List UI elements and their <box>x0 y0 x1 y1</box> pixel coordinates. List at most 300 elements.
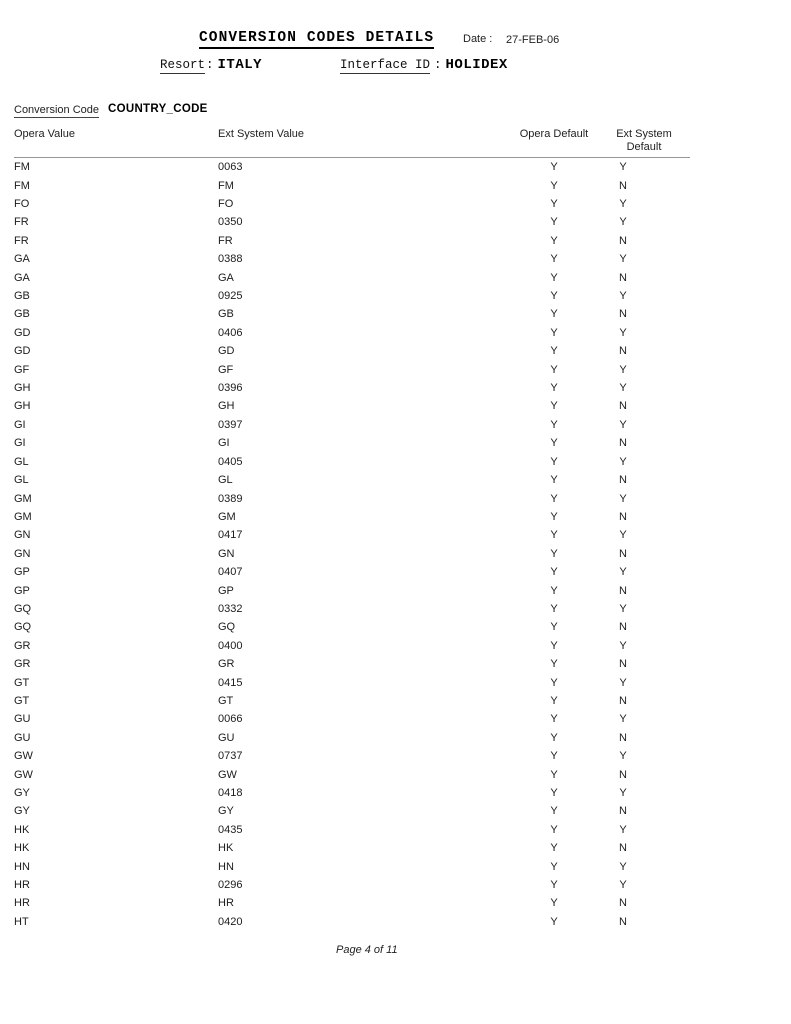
opera-default-cell <box>510 419 598 431</box>
ext-system-value-cell <box>218 198 510 210</box>
ext-system-value-cell-text: 0350 <box>218 216 243 229</box>
ext-system-default-cell <box>598 493 690 505</box>
conversion-code-value: COUNTRY_CODE <box>108 103 208 115</box>
opera-default-cell-text: Y <box>550 658 558 671</box>
opera-default-cell-text: Y <box>550 566 558 579</box>
opera-default-cell <box>510 290 598 302</box>
opera-value-cell-text: HT <box>14 915 29 928</box>
ext-system-value-cell-text: FO <box>218 198 234 211</box>
opera-value-cell <box>14 198 218 210</box>
opera-default-cell-text: Y <box>550 602 558 615</box>
opera-default-cell <box>510 474 598 486</box>
opera-value-cell-text: GR <box>14 658 31 671</box>
ext-system-default-cell-text: N <box>619 400 627 413</box>
opera-value-cell <box>14 842 218 854</box>
ext-system-default-cell <box>598 713 690 725</box>
ext-system-default-cell <box>598 474 690 486</box>
opera-value-cell <box>14 180 218 192</box>
ext-system-value-cell-text: GP <box>218 584 234 597</box>
opera-default-cell <box>510 658 598 670</box>
opera-value-cell-text: FR <box>14 234 29 247</box>
opera-default-cell-text: Y <box>550 345 558 358</box>
opera-default-cell-text: Y <box>550 308 558 321</box>
ext-system-default-cell-text: Y <box>619 161 627 174</box>
table-row <box>14 839 690 857</box>
table-row <box>14 360 690 378</box>
table-row <box>14 287 690 305</box>
ext-system-default-cell <box>598 603 690 615</box>
opera-value-cell <box>14 916 218 928</box>
opera-value-cell-text: FR <box>14 216 29 229</box>
ext-system-value-cell-text: 0400 <box>218 639 243 652</box>
ext-system-value-cell-text: GR <box>218 658 235 671</box>
ext-system-value-cell-text: GD <box>218 345 235 358</box>
ext-system-default-cell <box>598 437 690 449</box>
opera-default-cell <box>510 400 598 412</box>
ext-system-default-cell <box>598 308 690 320</box>
page-number: Page 4 of 11 <box>336 944 398 956</box>
ext-system-default-cell-text: N <box>619 234 627 247</box>
opera-default-cell-text: Y <box>550 198 558 211</box>
ext-system-default-cell-text: N <box>619 437 627 450</box>
ext-system-default-cell-text: N <box>619 584 627 597</box>
opera-default-cell-text: Y <box>550 474 558 487</box>
ext-system-default-cell <box>598 916 690 928</box>
opera-value-cell <box>14 529 218 541</box>
opera-default-cell <box>510 603 598 615</box>
ext-system-value-cell <box>218 419 510 431</box>
opera-default-cell <box>510 916 598 928</box>
ext-system-value-cell-text: 0415 <box>218 676 243 689</box>
opera-default-cell <box>510 695 598 707</box>
ext-system-value-cell <box>218 400 510 412</box>
column-header-ext-system-default: Ext System Default <box>616 128 672 153</box>
opera-default-cell-text: Y <box>550 326 558 339</box>
opera-value-cell-text: GD <box>14 326 31 339</box>
opera-value-cell <box>14 345 218 357</box>
opera-default-cell-text: Y <box>550 805 558 818</box>
opera-value-cell <box>14 456 218 468</box>
date-label: Date : <box>463 33 493 45</box>
opera-default-cell-text: Y <box>550 253 558 266</box>
ext-system-value-cell <box>218 916 510 928</box>
ext-system-value-cell-text: 0418 <box>218 787 243 800</box>
opera-value-cell <box>14 308 218 320</box>
opera-default-cell-text: Y <box>550 915 558 928</box>
opera-value-cell-text: GL <box>14 474 29 487</box>
opera-default-cell-text: Y <box>550 529 558 542</box>
interface-id-label: Interface ID <box>340 58 431 72</box>
opera-value-cell-text: GQ <box>14 621 32 634</box>
table-row <box>14 673 690 691</box>
ext-system-value-cell-text: 0405 <box>218 455 243 468</box>
opera-value-cell-text: FM <box>14 179 30 192</box>
opera-value-cell <box>14 548 218 560</box>
ext-system-value-cell-text: 0066 <box>218 713 243 726</box>
resort-label: Resort <box>160 58 206 72</box>
ext-system-value-cell <box>218 695 510 707</box>
ext-system-default-cell-text: Y <box>619 713 627 726</box>
resort-field <box>206 57 262 73</box>
opera-value-cell <box>14 253 218 265</box>
table-row <box>14 342 690 360</box>
table-row <box>14 250 690 268</box>
ext-system-value-cell-text: GI <box>218 437 230 450</box>
opera-default-cell-text: Y <box>550 547 558 560</box>
opera-default-cell-text: Y <box>550 271 558 284</box>
ext-system-value-cell <box>218 180 510 192</box>
ext-system-default-cell-text: Y <box>619 253 627 266</box>
opera-value-cell <box>14 658 218 670</box>
ext-system-default-cell-text: N <box>619 474 627 487</box>
interface-id-separator: : <box>434 58 442 72</box>
opera-default-cell <box>510 216 598 228</box>
ext-system-default-cell-text: Y <box>619 566 627 579</box>
ext-system-value-cell <box>218 640 510 652</box>
opera-default-cell <box>510 824 598 836</box>
table-row <box>14 618 690 636</box>
ext-system-default-cell <box>598 419 690 431</box>
opera-default-cell-text: Y <box>550 750 558 763</box>
ext-system-default-cell-text: Y <box>619 216 627 229</box>
table-row <box>14 655 690 673</box>
ext-system-value-cell-text: GF <box>218 363 234 376</box>
interface-id-value: HOLIDEX <box>445 57 508 73</box>
ext-system-default-cell-text: Y <box>619 529 627 542</box>
opera-default-cell-text: Y <box>550 492 558 505</box>
ext-system-default-cell <box>598 658 690 670</box>
table-row <box>14 913 690 931</box>
ext-system-value-cell-text: 0406 <box>218 326 243 339</box>
ext-system-default-cell-text: Y <box>619 492 627 505</box>
ext-system-value-cell <box>218 861 510 873</box>
opera-default-cell-text: Y <box>550 363 558 376</box>
opera-value-cell <box>14 695 218 707</box>
table-row <box>14 857 690 875</box>
opera-default-cell <box>510 529 598 541</box>
ext-system-value-cell-text: HR <box>218 897 234 910</box>
opera-value-cell <box>14 879 218 891</box>
opera-value-cell-text: GI <box>14 418 26 431</box>
ext-system-value-cell <box>218 787 510 799</box>
ext-system-default-cell-text: Y <box>619 860 627 873</box>
table-row <box>14 453 690 471</box>
ext-system-default-cell <box>598 198 690 210</box>
table-body <box>14 158 690 931</box>
ext-system-default-cell <box>598 805 690 817</box>
ext-system-default-cell <box>598 345 690 357</box>
table-row <box>14 489 690 507</box>
table-row <box>14 545 690 563</box>
ext-system-value-cell <box>218 585 510 597</box>
opera-value-cell-text: GW <box>14 768 33 781</box>
opera-default-cell <box>510 677 598 689</box>
ext-system-default-cell <box>598 235 690 247</box>
opera-default-cell <box>510 750 598 762</box>
table-row <box>14 894 690 912</box>
ext-system-value-cell-text: 0063 <box>218 161 243 174</box>
opera-value-cell-text: GR <box>14 639 31 652</box>
opera-default-cell-text: Y <box>550 455 558 468</box>
ext-system-default-cell <box>598 861 690 873</box>
ext-system-default-cell <box>598 253 690 265</box>
column-header-opera-value: Opera Value <box>14 128 75 140</box>
ext-system-value-cell-text: GN <box>218 547 235 560</box>
ext-system-value-cell-text: GU <box>218 731 235 744</box>
ext-system-default-cell-text: N <box>619 915 627 928</box>
opera-default-cell <box>510 713 598 725</box>
ext-system-default-cell-text: Y <box>619 418 627 431</box>
opera-value-cell-text: HR <box>14 897 30 910</box>
opera-default-cell-text: Y <box>550 897 558 910</box>
opera-value-cell <box>14 640 218 652</box>
opera-value-cell-text: GM <box>14 510 32 523</box>
ext-system-default-cell-text: Y <box>619 382 627 395</box>
opera-default-cell-text: Y <box>550 842 558 855</box>
table-row <box>14 747 690 765</box>
ext-system-value-cell <box>218 621 510 633</box>
ext-system-default-cell-text: N <box>619 179 627 192</box>
ext-system-value-cell <box>218 713 510 725</box>
opera-default-cell-text: Y <box>550 676 558 689</box>
ext-system-default-cell-text: Y <box>619 787 627 800</box>
opera-value-cell-text: GN <box>14 547 31 560</box>
ext-system-default-cell-text: N <box>619 731 627 744</box>
ext-system-default-cell <box>598 456 690 468</box>
ext-system-value-cell-text: 0332 <box>218 602 243 615</box>
opera-value-cell-text: GP <box>14 584 30 597</box>
opera-value-cell-text: GH <box>14 400 31 413</box>
opera-default-cell-text: Y <box>550 382 558 395</box>
ext-system-value-cell <box>218 897 510 909</box>
ext-system-default-cell-text: N <box>619 621 627 634</box>
ext-system-default-cell <box>598 327 690 339</box>
opera-value-cell <box>14 621 218 633</box>
conversion-code-label: Conversion Code <box>14 104 99 116</box>
ext-system-value-cell-text: 0435 <box>218 823 243 836</box>
ext-system-value-cell-text: 0420 <box>218 915 243 928</box>
opera-value-cell <box>14 235 218 247</box>
table-row <box>14 324 690 342</box>
opera-default-cell <box>510 732 598 744</box>
opera-value-cell <box>14 327 218 339</box>
opera-default-cell-text: Y <box>550 510 558 523</box>
table-header-row <box>14 128 690 158</box>
ext-system-value-cell <box>218 382 510 394</box>
opera-default-cell <box>510 235 598 247</box>
opera-value-cell-text: GA <box>14 271 30 284</box>
resort-separator: : <box>206 58 214 72</box>
ext-system-value-cell-text: 0417 <box>218 529 243 542</box>
ext-system-default-cell <box>598 511 690 523</box>
report-title: CONVERSION CODES DETAILS <box>199 30 434 49</box>
ext-system-value-cell <box>218 493 510 505</box>
ext-system-value-cell-text: 0388 <box>218 253 243 266</box>
ext-system-value-cell-text: GB <box>218 308 234 321</box>
table-row <box>14 526 690 544</box>
opera-value-cell-text: GM <box>14 492 32 505</box>
table-row <box>14 176 690 194</box>
opera-default-cell <box>510 456 598 468</box>
opera-value-cell <box>14 732 218 744</box>
ext-system-default-cell-text: Y <box>619 363 627 376</box>
ext-system-value-cell <box>218 456 510 468</box>
opera-default-cell-text: Y <box>550 639 558 652</box>
opera-value-cell <box>14 805 218 817</box>
opera-value-cell-text: FO <box>14 198 30 211</box>
opera-default-cell <box>510 566 598 578</box>
opera-value-cell-text: GU <box>14 713 31 726</box>
ext-system-default-cell <box>598 529 690 541</box>
ext-system-value-cell-text: GW <box>218 768 237 781</box>
ext-system-value-cell-text: HK <box>218 842 234 855</box>
opera-value-cell <box>14 566 218 578</box>
opera-default-cell-text: Y <box>550 731 558 744</box>
table-row <box>14 600 690 618</box>
opera-value-cell <box>14 493 218 505</box>
opera-default-cell <box>510 548 598 560</box>
opera-default-cell-text: Y <box>550 161 558 174</box>
ext-system-value-cell <box>218 529 510 541</box>
ext-system-default-cell <box>598 216 690 228</box>
opera-value-cell <box>14 769 218 781</box>
opera-value-cell <box>14 713 218 725</box>
opera-default-cell-text: Y <box>550 823 558 836</box>
table-row <box>14 416 690 434</box>
opera-value-cell-text: GY <box>14 805 30 818</box>
ext-system-value-cell <box>218 272 510 284</box>
opera-value-cell <box>14 750 218 762</box>
ext-system-default-cell <box>598 787 690 799</box>
ext-system-value-cell-text: 0296 <box>218 879 243 892</box>
opera-value-cell-text: GD <box>14 345 31 358</box>
date-value: 27-FEB-06 <box>506 34 560 46</box>
ext-system-default-cell <box>598 566 690 578</box>
ext-system-default-cell-text: N <box>619 694 627 707</box>
ext-system-value-cell-text: 0925 <box>218 290 243 303</box>
ext-system-default-cell <box>598 879 690 891</box>
opera-value-cell <box>14 511 218 523</box>
opera-value-cell-text: HR <box>14 879 30 892</box>
opera-default-cell-text: Y <box>550 400 558 413</box>
opera-default-cell-text: Y <box>550 290 558 303</box>
ext-system-default-cell <box>598 824 690 836</box>
ext-system-value-cell <box>218 216 510 228</box>
opera-default-cell-text: Y <box>550 621 558 634</box>
table-row <box>14 195 690 213</box>
opera-default-cell-text: Y <box>550 418 558 431</box>
ext-system-value-cell <box>218 308 510 320</box>
ext-system-default-cell <box>598 382 690 394</box>
ext-system-value-cell <box>218 805 510 817</box>
ext-system-value-cell <box>218 732 510 744</box>
ext-system-default-cell-text: Y <box>619 455 627 468</box>
opera-default-cell <box>510 805 598 817</box>
opera-value-cell <box>14 824 218 836</box>
opera-default-cell <box>510 253 598 265</box>
table-row <box>14 379 690 397</box>
ext-system-value-cell-text: 0407 <box>218 566 243 579</box>
ext-system-value-cell <box>218 327 510 339</box>
column-header-ext-system-value: Ext System Value <box>218 128 304 140</box>
opera-default-cell-text: Y <box>550 216 558 229</box>
opera-value-cell <box>14 677 218 689</box>
ext-system-value-cell <box>218 437 510 449</box>
table-row <box>14 232 690 250</box>
ext-system-value-cell <box>218 824 510 836</box>
ext-system-value-cell <box>218 511 510 523</box>
table-row <box>14 268 690 286</box>
ext-system-value-cell-text: HN <box>218 860 234 873</box>
opera-value-cell-text: GA <box>14 253 30 266</box>
opera-value-cell-text: GL <box>14 455 29 468</box>
ext-system-default-cell-text: Y <box>619 879 627 892</box>
ext-system-default-cell <box>598 180 690 192</box>
ext-system-default-cell <box>598 897 690 909</box>
table-row <box>14 802 690 820</box>
opera-value-cell <box>14 897 218 909</box>
opera-default-cell <box>510 640 598 652</box>
opera-default-cell-text: Y <box>550 234 558 247</box>
opera-default-cell <box>510 198 598 210</box>
table-row <box>14 765 690 783</box>
opera-default-cell <box>510 879 598 891</box>
opera-value-cell-text: GH <box>14 382 31 395</box>
ext-system-default-cell-text: N <box>619 658 627 671</box>
ext-system-default-cell <box>598 750 690 762</box>
ext-system-default-cell-text: Y <box>619 676 627 689</box>
opera-default-cell-text: Y <box>550 694 558 707</box>
opera-default-cell-text: Y <box>550 879 558 892</box>
opera-value-cell <box>14 216 218 228</box>
table-row <box>14 784 690 802</box>
resort-value: ITALY <box>217 57 263 73</box>
opera-value-cell <box>14 585 218 597</box>
ext-system-default-cell-text: N <box>619 510 627 523</box>
table-row <box>14 305 690 323</box>
table-row <box>14 434 690 452</box>
ext-system-value-cell <box>218 364 510 376</box>
opera-default-cell <box>510 897 598 909</box>
opera-default-cell <box>510 861 598 873</box>
opera-value-cell-text: GU <box>14 731 31 744</box>
opera-default-cell <box>510 345 598 357</box>
ext-system-default-cell <box>598 769 690 781</box>
table-row <box>14 637 690 655</box>
ext-system-default-cell <box>598 400 690 412</box>
table-row <box>14 710 690 728</box>
ext-system-value-cell <box>218 879 510 891</box>
table-row <box>14 397 690 415</box>
opera-value-cell <box>14 290 218 302</box>
opera-value-cell-text: GY <box>14 787 30 800</box>
ext-system-value-cell-text: GH <box>218 400 235 413</box>
opera-default-cell-text: Y <box>550 437 558 450</box>
opera-default-cell <box>510 272 598 284</box>
opera-default-cell <box>510 437 598 449</box>
ext-system-value-cell <box>218 235 510 247</box>
ext-system-default-cell <box>598 585 690 597</box>
opera-value-cell <box>14 272 218 284</box>
opera-default-cell <box>510 621 598 633</box>
ext-system-default-cell-text: N <box>619 768 627 781</box>
ext-system-value-cell-text: GT <box>218 694 234 707</box>
ext-system-default-cell <box>598 842 690 854</box>
ext-system-value-cell <box>218 290 510 302</box>
opera-value-cell-text: GB <box>14 308 30 321</box>
ext-system-default-cell <box>598 290 690 302</box>
table-row <box>14 581 690 599</box>
